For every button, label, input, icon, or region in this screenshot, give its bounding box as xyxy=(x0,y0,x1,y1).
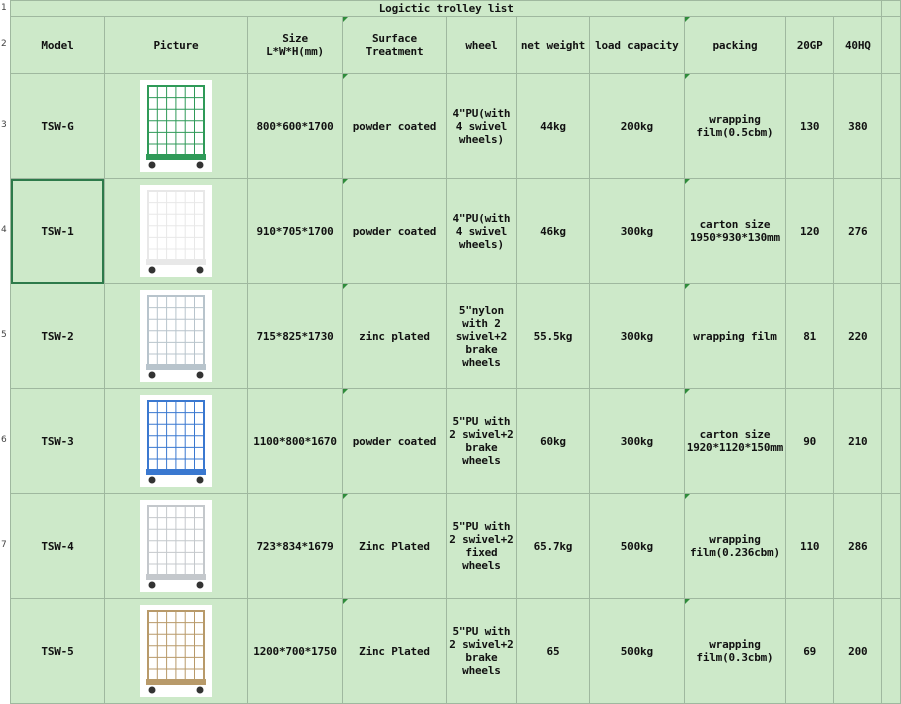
header-net-weight[interactable]: net weight xyxy=(517,17,590,74)
empty-cell[interactable] xyxy=(882,284,901,389)
header-wheel[interactable]: wheel xyxy=(446,17,516,74)
picture-frame xyxy=(107,389,245,493)
header-picture[interactable]: Picture xyxy=(104,17,247,74)
packing-cell[interactable]: wrapping film(0.236cbm) xyxy=(684,494,785,599)
empty-cell[interactable] xyxy=(882,494,901,599)
surface-cell[interactable]: powder coated xyxy=(343,74,447,179)
net-weight-cell[interactable]: 44kg xyxy=(517,74,590,179)
wheel-cell[interactable]: 5"PU with 2 swivel+2 brake wheels xyxy=(446,389,516,494)
picture-cell[interactable] xyxy=(104,179,247,284)
surface-cell[interactable]: powder coated xyxy=(343,179,447,284)
gp20-cell[interactable]: 130 xyxy=(786,74,834,179)
wheel-cell[interactable]: 5"PU with 2 swivel+2 fixed wheels xyxy=(446,494,516,599)
picture-cell[interactable] xyxy=(104,494,247,599)
picture-cell[interactable] xyxy=(104,284,247,389)
size-cell[interactable]: 723*834*1679 xyxy=(247,494,342,599)
empty-cell[interactable] xyxy=(882,74,901,179)
table-row xyxy=(11,494,901,599)
header-model[interactable]: Model xyxy=(11,17,105,74)
header-size-line1: Size xyxy=(282,32,308,45)
row-header-4[interactable]: 4 xyxy=(0,178,11,282)
trolley-table xyxy=(10,0,901,704)
picture-cell[interactable] xyxy=(104,389,247,494)
packing-cell[interactable]: carton size 1950*930*130mm xyxy=(684,179,785,284)
gp20-cell[interactable]: 120 xyxy=(786,179,834,284)
model-cell[interactable]: TSW-5 xyxy=(11,599,105,704)
row-header-7[interactable]: 7 xyxy=(0,493,11,597)
wheel-cell[interactable]: 5"nylon with 2 swivel+2 brake wheels xyxy=(446,284,516,389)
hq40-cell[interactable]: 220 xyxy=(834,284,882,389)
hq40-cell[interactable]: 286 xyxy=(834,494,882,599)
header-surface[interactable] xyxy=(343,17,447,74)
header-size-line2: L*W*H(mm) xyxy=(266,45,324,58)
hq40-cell[interactable]: 210 xyxy=(834,389,882,494)
model-cell[interactable]: TSW-G xyxy=(11,74,105,179)
load-capacity-cell[interactable]: 500kg xyxy=(589,599,684,704)
table-row xyxy=(11,74,901,179)
table-row xyxy=(11,284,901,389)
wheel-cell[interactable]: 5"PU with 2 swivel+2 brake wheels xyxy=(446,599,516,704)
gp20-cell[interactable]: 90 xyxy=(786,389,834,494)
header-row xyxy=(11,17,901,74)
wheel-cell[interactable]: 4"PU(with 4 swivel wheels) xyxy=(446,74,516,179)
gp20-cell[interactable]: 69 xyxy=(786,599,834,704)
size-cell[interactable]: 800*600*1700 xyxy=(247,74,342,179)
picture-cell[interactable] xyxy=(104,599,247,704)
packing-cell[interactable]: wrapping film xyxy=(684,284,785,389)
header-size[interactable] xyxy=(247,17,342,74)
empty-cell[interactable] xyxy=(882,179,901,284)
net-weight-cell[interactable]: 65 xyxy=(517,599,590,704)
zinc-trolley-photo xyxy=(140,290,212,382)
picture-frame xyxy=(107,74,245,178)
load-capacity-cell[interactable]: 300kg xyxy=(589,284,684,389)
header-surface-line1: Surface xyxy=(372,32,417,45)
picture-frame xyxy=(107,494,245,598)
net-weight-cell[interactable]: 46kg xyxy=(517,179,590,284)
table-row xyxy=(11,179,901,284)
zinc-enclosed-trolley-photo xyxy=(140,500,212,592)
size-cell[interactable]: 1200*700*1750 xyxy=(247,599,342,704)
size-cell[interactable]: 715*825*1730 xyxy=(247,284,342,389)
spreadsheet-grid xyxy=(10,0,901,704)
model-cell[interactable]: TSW-1 xyxy=(11,179,105,284)
row-header-6[interactable]: 6 xyxy=(0,388,11,492)
picture-frame xyxy=(107,599,245,703)
empty-cell[interactable] xyxy=(882,17,901,74)
row-header-3[interactable]: 3 xyxy=(0,73,11,177)
hq40-cell[interactable]: 276 xyxy=(834,179,882,284)
row-header-1[interactable]: 1 xyxy=(0,0,11,15)
gp20-cell[interactable]: 81 xyxy=(786,284,834,389)
packing-cell[interactable]: carton size 1920*1120*150mm xyxy=(684,389,785,494)
model-cell[interactable]: TSW-3 xyxy=(11,389,105,494)
green-trolley-photo xyxy=(140,80,212,172)
white-trolley-photo xyxy=(140,185,212,277)
surface-cell[interactable]: powder coated xyxy=(343,389,447,494)
model-cell[interactable]: TSW-2 xyxy=(11,284,105,389)
blue-trolley-photo xyxy=(140,395,212,487)
header-surface-line2: Treatment xyxy=(365,45,424,58)
surface-cell[interactable]: Zinc Plated xyxy=(343,599,447,704)
picture-frame xyxy=(107,284,245,388)
packing-cell[interactable]: wrapping film(0.3cbm) xyxy=(684,599,785,704)
net-weight-cell[interactable]: 55.5kg xyxy=(517,284,590,389)
empty-cell[interactable] xyxy=(882,389,901,494)
load-capacity-cell[interactable]: 200kg xyxy=(589,74,684,179)
model-cell[interactable]: TSW-4 xyxy=(11,494,105,599)
header-40hq[interactable]: 40HQ xyxy=(834,17,882,74)
wheel-cell[interactable]: 4"PU(with 4 swivel wheels) xyxy=(446,179,516,284)
hq40-cell[interactable]: 380 xyxy=(834,74,882,179)
table-row xyxy=(11,599,901,704)
net-weight-cell[interactable]: 60kg xyxy=(517,389,590,494)
header-20gp[interactable]: 20GP xyxy=(786,17,834,74)
shelf-trolley-photo xyxy=(140,605,212,697)
load-capacity-cell[interactable]: 500kg xyxy=(589,494,684,599)
row-header-2[interactable]: 2 xyxy=(0,16,11,72)
empty-cell[interactable] xyxy=(882,599,901,704)
gp20-cell[interactable]: 110 xyxy=(786,494,834,599)
load-capacity-cell[interactable]: 300kg xyxy=(589,389,684,494)
load-capacity-cell[interactable]: 300kg xyxy=(589,179,684,284)
table-row xyxy=(11,389,901,494)
picture-cell[interactable] xyxy=(104,74,247,179)
size-cell[interactable]: 1100*800*1670 xyxy=(247,389,342,494)
header-packing[interactable]: packing xyxy=(684,17,785,74)
hq40-cell[interactable]: 200 xyxy=(834,599,882,704)
row-header-5[interactable]: 5 xyxy=(0,283,11,387)
packing-cell[interactable]: wrapping film(0.5cbm) xyxy=(684,74,785,179)
net-weight-cell[interactable]: 65.7kg xyxy=(517,494,590,599)
header-load-capacity[interactable]: load capacity xyxy=(589,17,684,74)
surface-cell[interactable]: Zinc Plated xyxy=(343,494,447,599)
size-cell[interactable]: 910*705*1700 xyxy=(247,179,342,284)
empty-cell[interactable] xyxy=(882,1,901,17)
picture-frame xyxy=(107,179,245,283)
surface-cell[interactable]: zinc plated xyxy=(343,284,447,389)
sheet-title[interactable]: Logictic trolley list xyxy=(11,1,882,17)
